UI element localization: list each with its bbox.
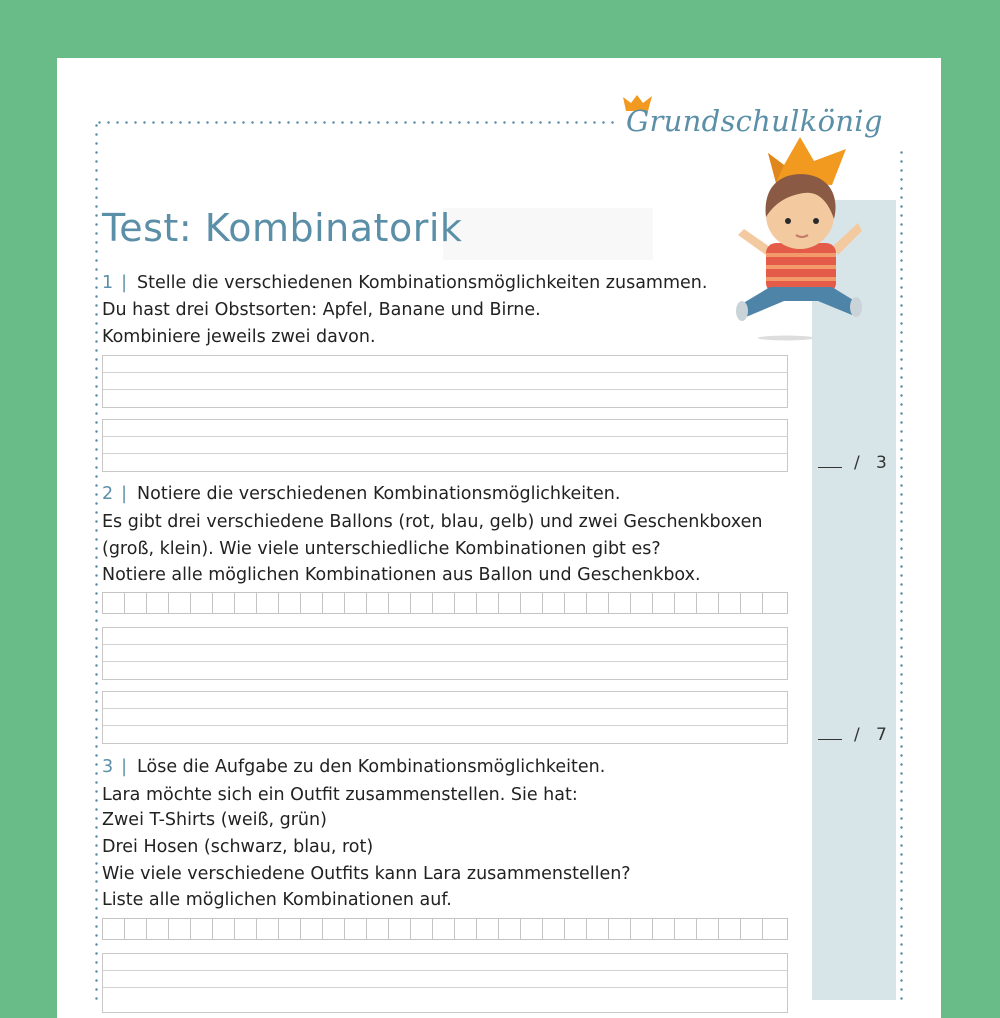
task-instruction: Stelle die verschiedenen Kombinationsmöglichkeiten zusammen. [137,273,708,293]
score-max: 3 [875,453,887,473]
task-2-text-line: (groß, klein). Wie viele unterschiedliche Kombinationen gibt es? [102,539,661,559]
task-number: 2 [102,484,114,504]
page-title: Test: Kombinatorik [102,206,463,250]
task-3-text-line: Wie viele verschiedene Outfits kann Lara zusammenstellen? [102,864,631,884]
task-3-text-line: Drei Hosen (schwarz, blau, rot) [102,837,374,857]
score-max: 7 [875,725,887,745]
task-2-heading [102,481,620,507]
answer-lines[interactable] [102,355,788,408]
task-number: 3 [102,757,114,777]
task-separator: | [121,484,128,504]
name-field[interactable] [443,208,653,260]
answer-grid[interactable] [102,592,788,614]
task-separator: | [121,273,128,293]
dotted-border-left [95,121,98,1001]
answer-lines[interactable] [102,953,788,1013]
task-instruction: Löse die Aufgabe zu den Kombinationsmöglichkeiten. [137,757,606,777]
task-separator: | [121,757,128,777]
task-1-heading [102,270,707,296]
task-2-text-line: Notiere alle möglichen Kombinationen aus Ballon und Geschenkbox. [102,565,701,585]
task-instruction: Notiere die verschiedenen Kombinationsmöglichkeiten. [137,484,621,504]
task-3-text-line: Zwei T-Shirts (weiß, grün) [102,810,327,830]
task-3-text-line: Lara möchte sich ein Outfit zusammenstellen. Sie hat: [102,785,578,805]
task-1-score: / 3 [818,453,887,473]
dotted-border-top [95,121,617,124]
dotted-border-right [900,148,903,1000]
task-2-score: / 7 [818,725,887,745]
task-1-text-line: Kombiniere jeweils zwei davon. [102,327,376,347]
answer-lines[interactable] [102,419,788,472]
answer-grid[interactable] [102,918,788,940]
brand-logo: Grundschulkönig [626,104,883,138]
score-blank[interactable] [818,739,842,740]
mascot-boy-illustration [728,135,868,345]
task-number: 1 [102,273,114,293]
score-blank[interactable] [818,467,842,468]
answer-lines[interactable] [102,627,788,680]
task-2-text-line: Es gibt drei verschiedene Ballons (rot, blau, gelb) und zwei Geschenkboxen [102,512,763,532]
task-3-text-line: Liste alle möglichen Kombinationen auf. [102,890,452,910]
task-1-text-line: Du hast drei Obstsorten: Apfel, Banane und Birne. [102,300,541,320]
answer-lines[interactable] [102,691,788,744]
task-3-heading [102,754,605,780]
